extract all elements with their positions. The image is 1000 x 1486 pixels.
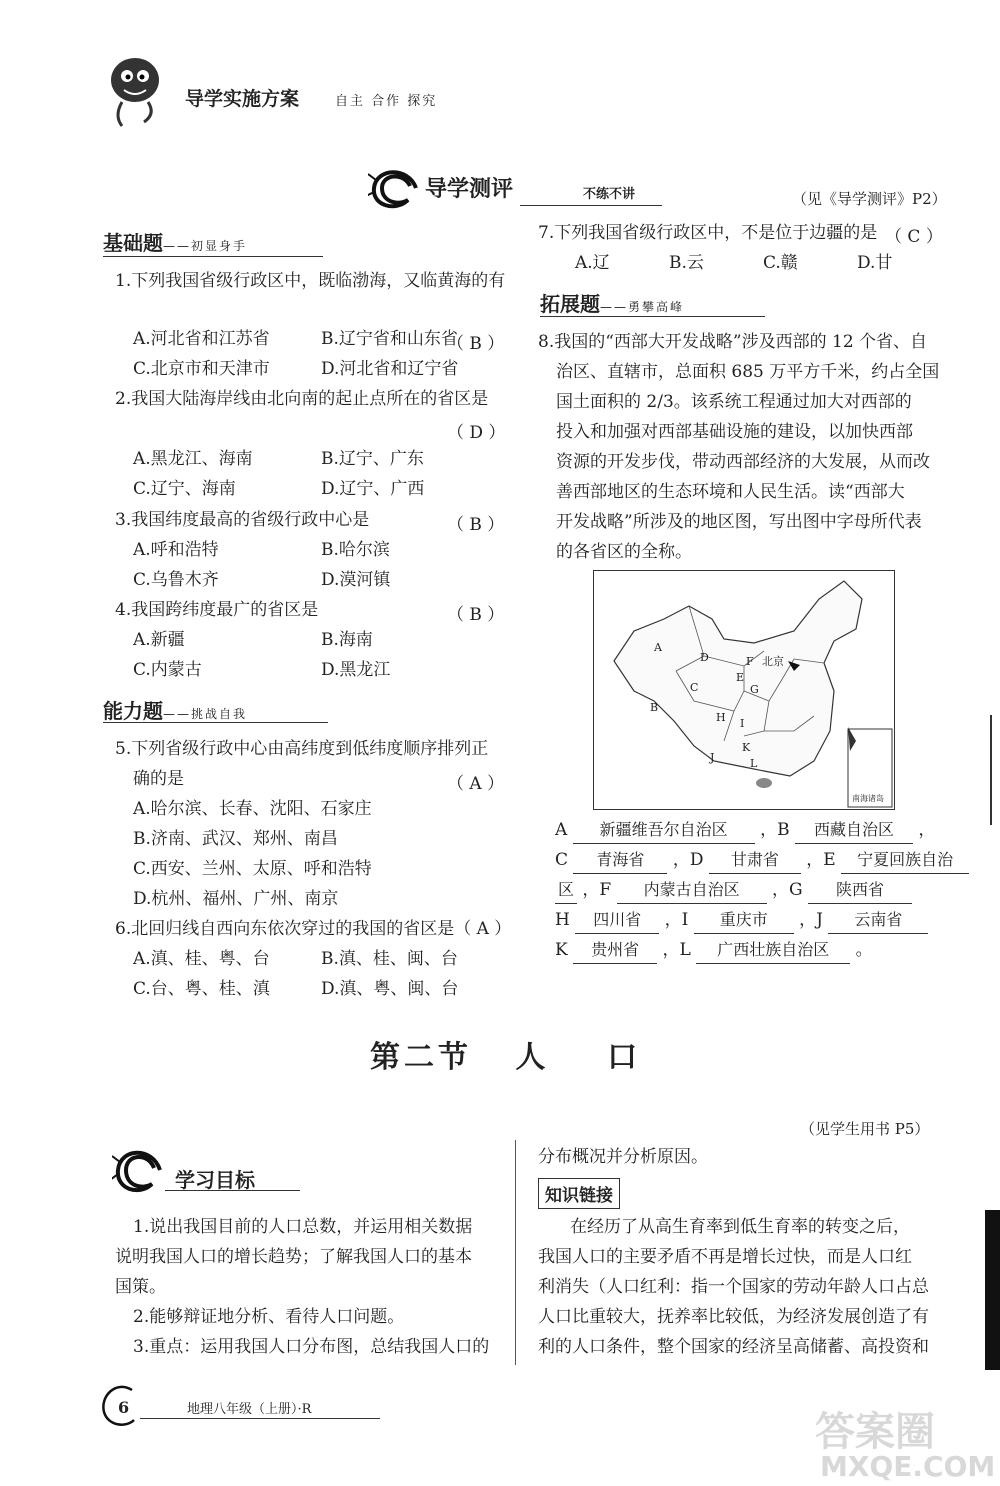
goal-1-line2: 说明我国人口的增长趋势；了解我国人口的基本 (115, 1247, 472, 1267)
q1-option-b: B.辽宁省和山东省 (321, 329, 458, 349)
q5-answer: （ A ） (447, 774, 505, 794)
swirl-icon (112, 1140, 172, 1198)
q1-option-c: C.北京市和天津市 (133, 359, 270, 379)
fill-f: 内蒙古自治区 (617, 877, 767, 904)
q3-answer: （ B ） (447, 515, 505, 535)
q3-option-b: B.哈尔滨 (321, 540, 390, 560)
q4-option-b: B.海南 (321, 630, 373, 650)
ability-title: 能力题 (103, 699, 163, 723)
divider (103, 256, 323, 257)
watermark-logo: 答案圈 (815, 1409, 935, 1455)
fill-row-3: 区 ，F 内蒙古自治区 ，G 陕西省 (555, 875, 912, 905)
q4-stem: 4.我国跨纬度最广的省区是 (115, 600, 319, 620)
q3-option-d: D.漠河镇 (321, 570, 391, 590)
watermark-url: MXQE.COM (820, 1450, 996, 1483)
goal-1-line3: 国策。 (115, 1277, 166, 1297)
map-label-beijing: 北京 (762, 655, 784, 668)
fill-b: 西藏自治区 (795, 817, 913, 844)
q1-stem: 1.下列我国省级行政区中，既临渤海，又临黄海的有 (115, 271, 506, 291)
map-label-f: F (746, 655, 754, 668)
q8-line: 国土面积的 2/3。该系统工程通过加大对西部的 (556, 392, 912, 412)
map-label-b: B (650, 701, 659, 714)
q4-answer: （ B ） (447, 605, 505, 625)
divider (103, 722, 328, 723)
q8-line: 资源的开发步伐，带动西部经济的大发展，从而改 (556, 452, 930, 472)
fill-j: 云南省 (828, 907, 928, 934)
fill-a: 新疆维吾尔自治区 (573, 817, 755, 844)
q8-line: 的各省区的全称。 (556, 542, 692, 562)
goal-3-line2: 分布概况并分析原因。 (538, 1147, 708, 1167)
map-label-j: J (710, 751, 715, 764)
header-title: 导学实施方案 (185, 88, 300, 110)
q7-option-b: B.云 (669, 253, 704, 273)
page-number: 6 (118, 1398, 130, 1417)
q1-option-d: D.河北省和辽宁省 (321, 359, 459, 379)
divider (165, 1190, 300, 1191)
map-label-k: K (742, 741, 751, 754)
q2-option-a: A.黑龙江、海南 (133, 449, 253, 469)
banner-tag: 不练不讲 (583, 187, 636, 202)
divider (520, 205, 662, 206)
q8-line: 善西部地区的生态环境和人民生活。读“西部大 (556, 482, 905, 502)
knowledge-line: 在经历了从高生育率到低生育率的转变之后， (570, 1217, 910, 1237)
fill-i: 重庆市 (694, 907, 794, 934)
q8-line: 开发战略”所涉及的地区图，写出图中字母所代表 (556, 512, 922, 532)
goals-banner: 学习目标 (175, 1168, 255, 1192)
q6-option-d: D.滇、粤、闽、台 (321, 979, 459, 999)
page-edge-mark (990, 715, 1000, 825)
section2-reference: （见学生用书 P5） (800, 1120, 930, 1138)
q5-option-d: D.杭州、福州、广州、南京 (133, 889, 339, 909)
q8-line: 治区、直辖市，总面积 685 万平方千米，约占全国 (556, 362, 940, 382)
q6-option-a: A.滇、桂、粤、台 (133, 949, 270, 969)
fill-e: 宁夏回族自治 (841, 847, 969, 874)
basic-subtitle: ——初显身手 (163, 239, 248, 253)
fill-k: 贵州省 (573, 937, 657, 964)
map-label-h: H (716, 711, 726, 724)
knowledge-title: 知识链接 (538, 1178, 620, 1209)
map-label-e: E (736, 671, 745, 684)
goal-2: 2.能够辩证地分析、看待人口问题。 (133, 1307, 405, 1327)
basic-title: 基础题 (103, 231, 163, 255)
fill-d: 甘肃省 (709, 847, 801, 874)
knowledge-line: 我国人口的主要矛盾不再是增长过快，而是人口红 (538, 1247, 912, 1267)
map-label-c: C (690, 681, 699, 694)
map-label-i: I (740, 717, 745, 730)
expand-subtitle: ——勇攀高峰 (600, 300, 685, 314)
fill-row-5: K 贵州省 ，L 广西壮族自治区 。 (555, 935, 873, 965)
sec1-reference: （见《导学测评》P2） (792, 190, 947, 208)
q3-stem: 3.我国纬度最高的省级行政中心是 (115, 510, 370, 530)
q6-option-c: C.台、粤、桂、滇 (133, 979, 270, 999)
map-inset-label: 南海诸岛 (852, 794, 884, 803)
expand-heading (540, 288, 684, 317)
q2-option-d: D.辽宁、广西 (321, 479, 425, 499)
map-label-d: D (700, 651, 709, 664)
knowledge-line: 人口比重较大，抚养率比较低，为经济发展创造了有 (538, 1307, 929, 1327)
ability-subtitle: ——挑战自我 (163, 707, 248, 721)
q7-option-a: A.辽 (575, 253, 610, 273)
section2-title: 第二节 人 口 (370, 1040, 642, 1075)
q5-stem-line2: 确的是 (133, 769, 184, 789)
q5-option-b: B.济南、武汉、郑州、南昌 (133, 829, 338, 849)
q2-answer: （ D ） (447, 423, 506, 443)
q4-option-a: A.新疆 (133, 630, 185, 650)
expand-title: 拓展题 (540, 292, 600, 316)
q4-option-c: C.内蒙古 (133, 660, 202, 680)
q7-option-c: C.赣 (763, 253, 798, 273)
fill-row-1: A 新疆维吾尔自治区 ，B 西藏自治区 ， (555, 815, 935, 845)
fill-h: 四川省 (575, 907, 659, 934)
basic-heading (103, 227, 247, 256)
q2-option-c: C.辽宁、海南 (133, 479, 236, 499)
ability-heading (103, 695, 247, 724)
header-subtitle: 自主 合作 探究 (335, 94, 438, 109)
q4-option-d: D.黑龙江 (321, 660, 391, 680)
map-label-a: A (654, 641, 662, 654)
q1-option-a: A.河北省和江苏省 (133, 329, 270, 349)
fill-g: 陕西省 (808, 877, 912, 904)
banner-title: 导学测评 (425, 177, 514, 202)
q7-stem: 7.下列我国省级行政区中，不是位于边疆的是 (538, 223, 878, 243)
q2-stem: 2.我国大陆海岸线由北向南的起止点所在的省区是 (115, 389, 489, 409)
q2-option-b: B.辽宁、广东 (321, 449, 424, 469)
fill-c: 青海省 (573, 847, 667, 874)
column-divider (515, 1140, 516, 1365)
q3-option-c: C.乌鲁木齐 (133, 570, 219, 590)
q3-option-a: A.呼和浩特 (133, 540, 219, 560)
knowledge-line: 利的人口条件，整个国家的经济呈高储蓄、高投资和 (538, 1337, 929, 1357)
swirl-icon (368, 160, 428, 214)
q5-stem-line1: 5.下列省级行政中心由高纬度到低纬度顺序排列正 (115, 739, 489, 759)
q1-answer: （ B ） (447, 334, 505, 354)
divider (540, 316, 765, 317)
fill-row-2: C 青海省 ，D 甘肃省 ，E 宁夏回族自治 (555, 845, 969, 875)
q8-line: 投入和加强对西部基础设施的建设，以加快西部 (556, 422, 913, 442)
footer-rule (140, 1418, 380, 1419)
map-label-l: L (750, 757, 758, 770)
knowledge-line: 利消失（人口红利：指一个国家的劳动年龄人口占总 (538, 1277, 929, 1297)
q5-option-c: C.西安、兰州、太原、呼和浩特 (133, 859, 372, 879)
q8-line: 8.我国的“西部大开发战略”涉及西部的 12 个省、自 (538, 332, 928, 352)
fill-l: 广西壮族自治区 (696, 937, 850, 964)
q6-stem: 6.北回归线自西向东依次穿过的我国的省区是（ A ） (115, 919, 512, 939)
page-edge-mark (985, 1210, 1000, 1370)
q7-option-d: D.甘 (857, 253, 893, 273)
mascot-logo (100, 50, 170, 130)
goal-3-line1: 3.重点：运用我国人口分布图，总结我国人口的 (133, 1337, 490, 1357)
china-map (593, 570, 895, 810)
map-label-g: G (750, 683, 759, 696)
q6-option-b: B.滇、桂、闽、台 (321, 949, 458, 969)
fill-e-cont: 区 (555, 877, 577, 904)
q5-option-a: A.哈尔滨、长春、沈阳、石家庄 (133, 799, 372, 819)
fill-row-4: H 四川省 ，I 重庆市 ，J 云南省 (555, 905, 928, 935)
footer-book: 地理八年级（上册）·R (187, 1402, 312, 1417)
q7-answer: （ C ） (885, 227, 943, 247)
goal-1-line1: 1.说出我国目前的人口总数，并运用相关数据 (133, 1217, 473, 1237)
